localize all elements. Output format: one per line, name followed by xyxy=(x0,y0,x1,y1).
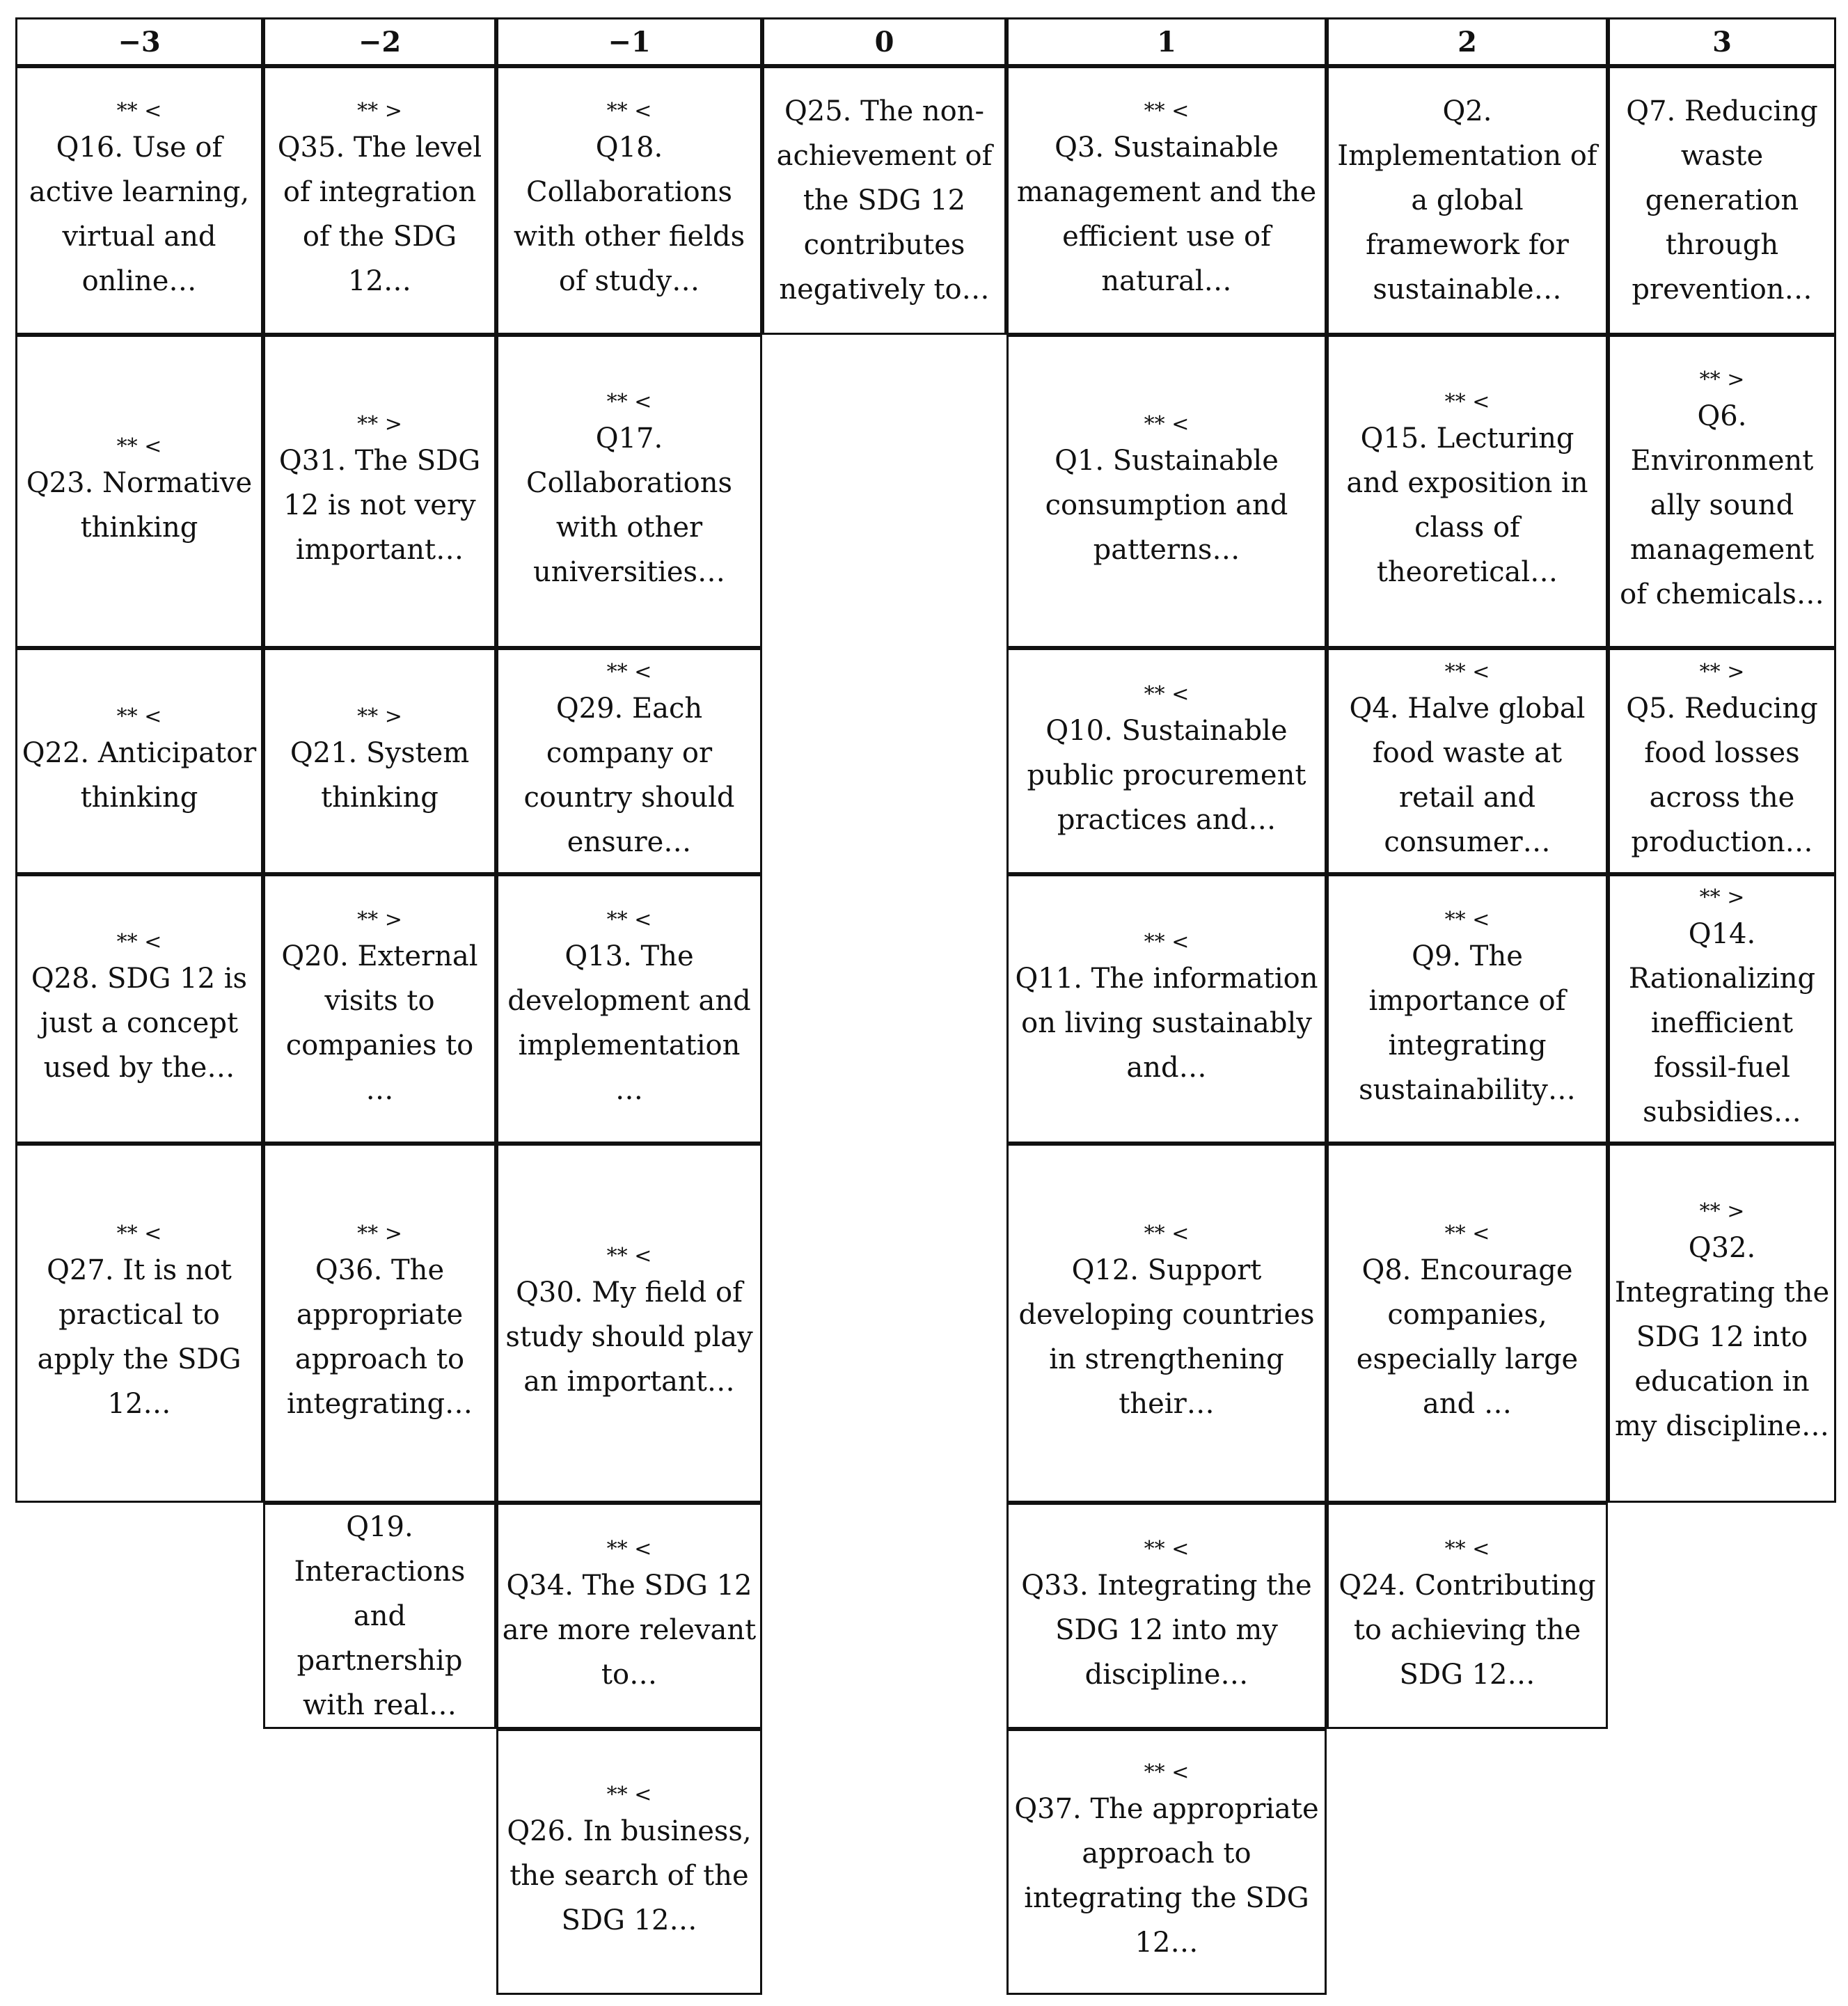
statement-text: Q32. Integrating the SDG 12 into education in my discipline… xyxy=(1614,1232,1830,1442)
statement-text: Q34. The SDG 12 are more relevant to… xyxy=(502,1569,757,1691)
statement-text: Q27. It is not practical to apply the SDG 12… xyxy=(37,1254,242,1420)
statement-text: Q2. Implementation of a global framework for sustainable… xyxy=(1337,95,1597,306)
statement-text: Q25. The non-achievement of the SDG 12 contributes negatively to… xyxy=(776,95,993,306)
statement-cell xyxy=(1006,1503,1327,1729)
significance-mark: ** < xyxy=(1444,390,1490,414)
column-header: 2 xyxy=(1327,17,1608,66)
statement-text: Q11. The information on living sustainably and… xyxy=(1015,962,1318,1084)
statement-text: Q18. Collaborations with other fields of study… xyxy=(513,132,745,297)
statement-text: Q8. Encourage companies, especially large and … xyxy=(1356,1254,1579,1420)
significance-mark: ** < xyxy=(606,907,652,932)
statement-text: Q9. The importance of integrating sustainability… xyxy=(1359,940,1576,1106)
column-header: −3 xyxy=(15,17,263,66)
statement-cell xyxy=(1006,648,1327,874)
statement-cell xyxy=(1006,335,1327,648)
statement-cell xyxy=(1006,874,1327,1144)
statement-cell xyxy=(1327,335,1608,648)
column-header: −1 xyxy=(496,17,762,66)
significance-mark: ** < xyxy=(1444,907,1490,932)
statement-text: Q35. The level of integration of the SDG 12… xyxy=(277,132,482,297)
column-header: 1 xyxy=(1006,17,1327,66)
statement-text: Q4. Halve global food waste at retail and consumer… xyxy=(1349,692,1586,858)
significance-mark: ** > xyxy=(1699,1199,1745,1224)
statement-cell xyxy=(496,335,762,648)
statement-text: Q24. Contributing to achieving the SDG 12… xyxy=(1338,1569,1596,1691)
significance-mark: ** < xyxy=(606,1536,652,1561)
statement-text: Q6. Environment ally sound management of chemicals… xyxy=(1620,400,1824,610)
significance-mark: ** < xyxy=(1144,681,1190,706)
statement-cell xyxy=(496,66,762,335)
column-header: 3 xyxy=(1608,17,1836,66)
statement-cell xyxy=(496,874,762,1144)
statement-text: Q29. Each company or country should ensure… xyxy=(523,692,735,858)
statement-cell xyxy=(496,648,762,874)
statement-cell xyxy=(1327,66,1608,335)
significance-mark: ** < xyxy=(606,659,652,684)
statement-text: Q12. Support developing countries in strengthening their… xyxy=(1018,1254,1315,1420)
statement-cell xyxy=(1608,874,1836,1144)
statement-cell xyxy=(15,335,263,648)
significance-mark: ** > xyxy=(357,412,402,436)
column-header: 0 xyxy=(762,17,1006,66)
significance-mark: ** > xyxy=(1699,368,1745,392)
significance-mark: ** < xyxy=(1144,1222,1190,1246)
significance-mark: ** < xyxy=(606,99,652,123)
statement-cell xyxy=(1006,1144,1327,1503)
statement-text: Q13. The development and implementation … xyxy=(507,940,751,1106)
statement-cell xyxy=(263,335,496,648)
statement-text: Q1. Sustainable consumption and patterns… xyxy=(1045,445,1288,566)
significance-mark: ** < xyxy=(1144,412,1190,436)
statement-text: Q7. Reducing waste generation through prevention… xyxy=(1626,95,1818,306)
statement-cell xyxy=(1608,648,1836,874)
significance-mark: ** < xyxy=(1444,1536,1490,1561)
column-header: −2 xyxy=(263,17,496,66)
statement-text: Q23. Normative thinking xyxy=(26,467,253,544)
statement-text: Q19. Interactions and partnership with real… xyxy=(294,1510,466,1721)
statement-text: Q16. Use of active learning, virtual and online… xyxy=(29,132,250,297)
significance-mark: ** < xyxy=(116,1222,162,1246)
statement-text: Q10. Sustainable public procurement practices and… xyxy=(1027,714,1306,836)
significance-mark: ** < xyxy=(116,99,162,123)
statement-cell xyxy=(15,66,263,335)
significance-mark: ** > xyxy=(357,907,402,932)
significance-mark: ** > xyxy=(357,1222,402,1246)
statement-text: Q33. Integrating the SDG 12 into my discipline… xyxy=(1021,1569,1312,1691)
statement-cell xyxy=(1327,1503,1608,1729)
statement-cell xyxy=(496,1729,762,1995)
statement-cell xyxy=(15,648,263,874)
significance-mark: ** < xyxy=(1144,1760,1190,1785)
statement-text: Q28. SDG 12 is just a concept used by the… xyxy=(31,962,248,1084)
statement-text: Q30. My field of study should play an important… xyxy=(505,1277,753,1398)
statement-cell xyxy=(496,1144,762,1503)
statement-cell xyxy=(1327,874,1608,1144)
significance-mark: ** < xyxy=(1444,1222,1490,1246)
statement-cell xyxy=(1608,1144,1836,1503)
statement-cell xyxy=(15,1144,263,1503)
statement-text: Q20. External visits to companies to … xyxy=(281,940,478,1106)
statement-text: Q22. Anticipator thinking xyxy=(22,736,257,814)
statement-cell xyxy=(496,1503,762,1729)
statement-text: Q14. Rationalizing inefficient fossil-fuel subsidies… xyxy=(1628,917,1816,1128)
statement-cell xyxy=(1006,1729,1327,1995)
statement-cell xyxy=(762,66,1006,335)
significance-mark: ** < xyxy=(1444,659,1490,684)
statement-text: Q37. The appropriate approach to integrating the SDG 12… xyxy=(1014,1793,1319,1959)
statement-cell xyxy=(1006,66,1327,335)
statement-text: Q5. Reducing food losses across the production… xyxy=(1626,692,1818,858)
statement-cell xyxy=(263,1144,496,1503)
significance-mark: ** < xyxy=(116,704,162,729)
statement-cell xyxy=(1327,648,1608,874)
significance-mark: ** < xyxy=(606,390,652,414)
significance-mark: ** < xyxy=(606,1783,652,1807)
significance-mark: ** < xyxy=(1144,99,1190,123)
statement-text: Q36. The appropriate approach to integrating… xyxy=(286,1254,473,1420)
statement-cell xyxy=(1608,335,1836,648)
significance-mark: ** < xyxy=(1144,929,1190,954)
statement-text: Q21. System thinking xyxy=(290,736,470,814)
significance-mark: ** > xyxy=(357,99,402,123)
statement-cell xyxy=(1327,1144,1608,1503)
statement-text: Q26. In business, the search of the SDG 12… xyxy=(507,1815,752,1936)
statement-cell xyxy=(263,874,496,1144)
significance-mark: ** < xyxy=(606,1244,652,1268)
statement-cell xyxy=(1608,66,1836,335)
statement-cell xyxy=(15,874,263,1144)
significance-mark: ** > xyxy=(1699,659,1745,684)
significance-mark: ** > xyxy=(357,704,402,729)
significance-mark: ** < xyxy=(1144,1536,1190,1561)
statement-text: Q3. Sustainable management and the efficient use of natural… xyxy=(1016,132,1317,297)
significance-mark: ** > xyxy=(1699,885,1745,910)
statement-text: Q15. Lecturing and exposition in class of theoretical… xyxy=(1346,422,1588,588)
statement-cell xyxy=(263,66,496,335)
statement-cell xyxy=(263,1503,496,1729)
statement-cell xyxy=(263,648,496,874)
significance-mark: ** < xyxy=(116,434,162,459)
statement-text: Q31. The SDG 12 is not very important… xyxy=(278,445,481,566)
significance-mark: ** < xyxy=(116,929,162,954)
statement-text: Q17. Collaborations with other universities… xyxy=(526,422,732,588)
